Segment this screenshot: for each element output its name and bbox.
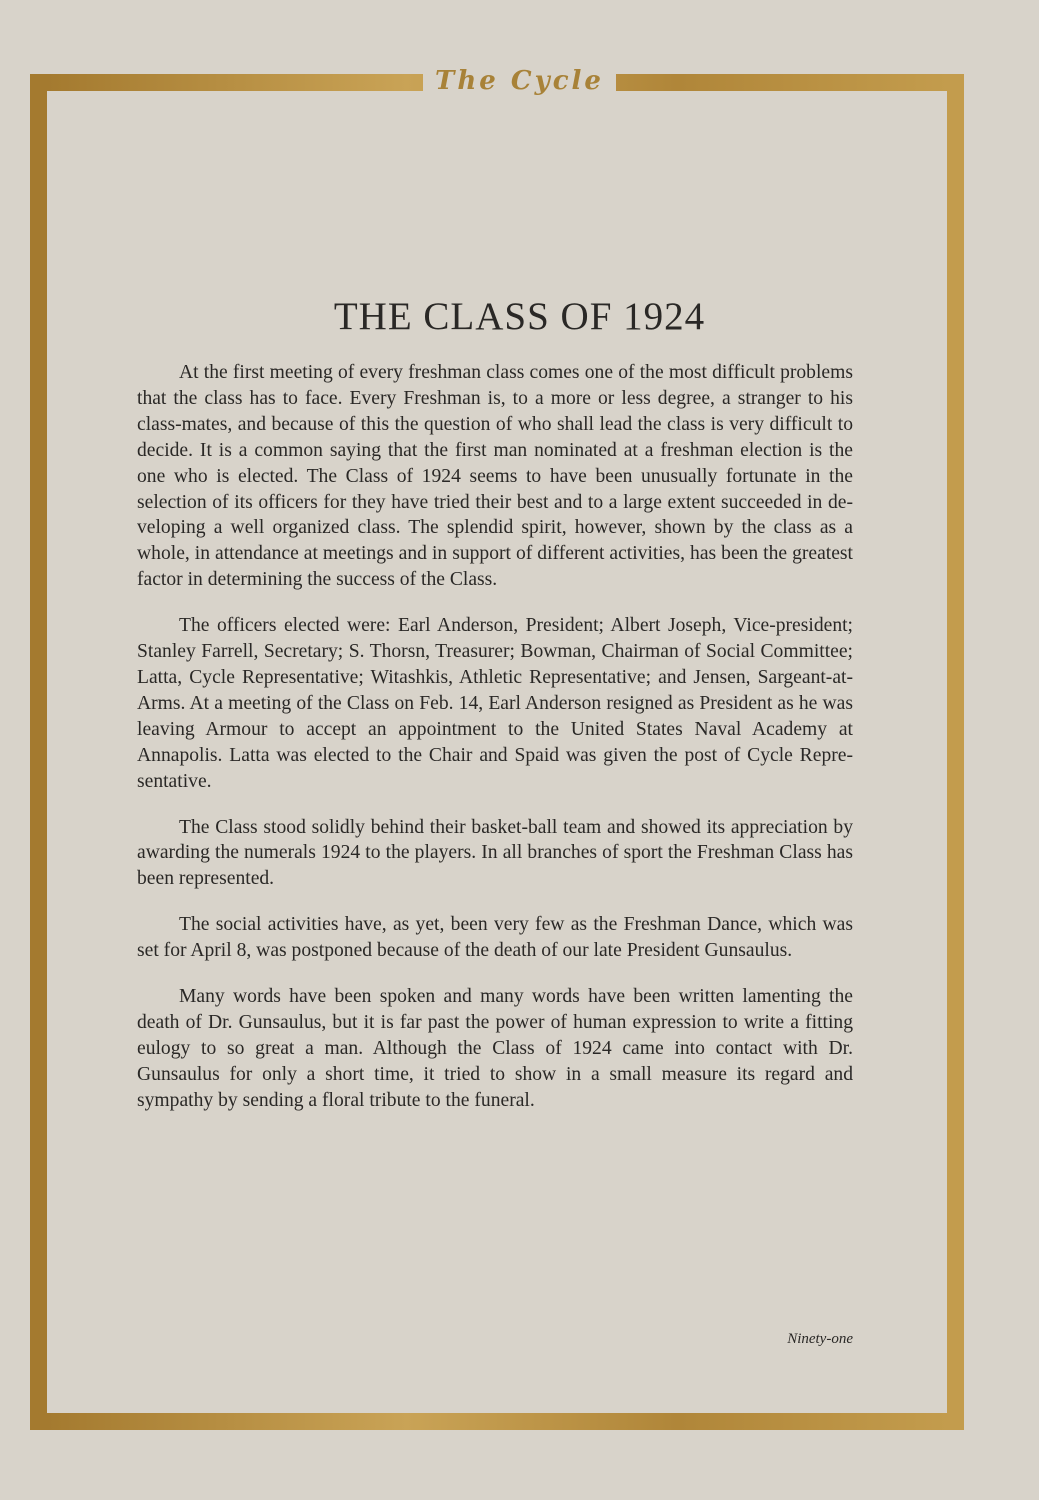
body-text <box>137 360 853 1134</box>
paragraph: The social activities have, as yet, been very few as the Freshman Dance, which was set for April 8, was postponed because of the death of our late President Gunsaulus. <box>137 914 853 962</box>
page-number: Ninety-one <box>787 1331 853 1347</box>
running-title: The Cycle <box>423 66 616 96</box>
running-header <box>0 66 1039 96</box>
paragraph: Many words have been spoken and many words have been written lamenting the death of Dr. Gunsaulus, but it is far past the power of human expression to write a fitting eulogy to so great a man. Although the Class of 1924 came into contact with Dr. Gunsaulus for only a short time, it tried to show in a small measure its regard and sympathy by sending a floral tribute to the funeral. <box>137 986 853 1111</box>
paragraph: The Class stood solidly behind their basket-ball team and showed its appreciation by awarding the numerals 1924 to the players. In all branches of sport the Freshman Class has been represented. <box>137 816 853 890</box>
paragraph: At the first meeting of every freshman class comes one of the most difficult problems that the class has to face. Every Freshman is, to a more or less degree, a stranger to his class-mates, and because of this the question of who shall lead the class is very difficult to decide. It is a common saying that the first man nominated at a freshman election is the one who is elected. The Class of 1924 seems to have been unusually fortunate in the selection of its officers for they have tried their best and to a large extent succeeded in developing a well organized class. The splendid spirit, however, shown by the class as a whole, in attendance at meetings and in support of different activities, has been the greatest factor in determining the success of the Class. <box>137 362 853 591</box>
paragraph: The officers elected were: Earl Anderson, President; Albert Joseph, Vice-president; Stanley Farrell, Secretary; S. Thorsn, Treasurer; Bowman, Chairman of Social Committee; Latta, Cycle Representative; Witashkis, Athletic Representative; and Jensen, Sargeant-at-Arms. At a meeting of the Class on Feb. 14, Earl Anderson resigned as President as he was leaving Armour to accept an appointment to the United States Naval Academy at Annapolis. Latta was elected to the Chair and Spaid was given the post of Cycle Representative. <box>137 615 853 792</box>
page-title: THE CLASS OF 1924 <box>333 295 706 338</box>
